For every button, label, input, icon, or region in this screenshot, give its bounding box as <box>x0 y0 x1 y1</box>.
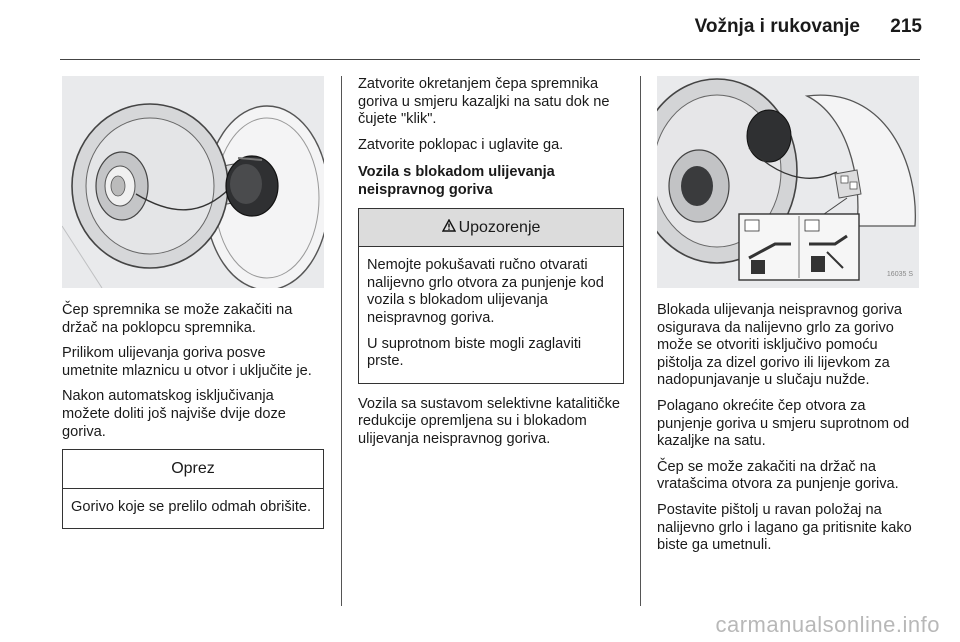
paragraph: Zatvorite poklopac i uglavite ga. <box>358 136 564 153</box>
watermark: carmanualsonline.info <box>715 612 940 637</box>
paragraph: Postavite pištolj u ravan položaj na nalijevno grlo i lagano ga pritisnite kako biste ga umetnuli. <box>657 501 912 554</box>
column-divider-right <box>640 76 641 606</box>
paragraph: Blokada ulijevanja neispravnog goriva osigurava da nalijevno grlo za gorivo može se otvoriti isključivo pomoću pištolja za dizel gorivo ili lijevkom za nadopunjavanje u slučaju nužde. <box>657 302 903 389</box>
warning-title: Upozorenje <box>458 218 541 236</box>
column-1 <box>62 76 324 529</box>
paragraph: Polagano okrećite čep otvora za punjenje goriva u smjeru suprotnom od kazaljke na satu. <box>657 397 910 450</box>
header-rule <box>60 59 920 60</box>
paragraph: Čep spremnika se može zakačiti na držač na poklopcu spremnika. <box>62 302 293 336</box>
warning-text: Nemojte pokušavati ručno otvarati nalijevno grlo otvora za punjenje kod vozila s blokadom ulijevanja neispravnog goriva. <box>367 257 604 326</box>
warning-triangle-icon <box>442 219 456 237</box>
caution-box <box>62 449 324 529</box>
warning-box <box>358 208 624 384</box>
section-title: Vožnja i rukovanje <box>694 16 860 37</box>
warning-text: U suprotnom biste mogli zaglaviti prste. <box>367 335 582 370</box>
paragraph: Prilikom ulijevanja goriva posve umetnite mlaznicu u otvor i uključite je. <box>62 345 312 379</box>
column-2 <box>358 76 624 457</box>
warning-header <box>359 209 623 248</box>
paragraph: Zatvorite okretanjem čepa spremnika goriva u smjeru kazaljki na satu dok ne čujete "klik". <box>358 76 610 128</box>
page-number: 215 <box>890 16 922 37</box>
illustration-code: 16035 S <box>886 271 913 279</box>
caution-text: Gorivo koje se prelilo odmah obrišite. <box>71 498 312 515</box>
subheading: Vozila s blokadom ulijevanja neispravnog goriva <box>358 164 555 198</box>
paragraph: Vozila sa sustavom selektivne katalitičke redukcije opremljena su i blokadom ulijevanja neispravnog goriva. <box>358 395 620 447</box>
paragraph: Nakon automatskog isključivanja možete doliti još najviše dvije doze goriva. <box>62 388 286 440</box>
caution-title: Oprez <box>63 450 323 489</box>
paragraph: Čep se može zakačiti na držač na vratašcima otvora za punjenje goriva. <box>657 458 899 493</box>
misfuel-inhibitor-illustration <box>657 76 919 288</box>
fuel-cap-holder-illustration <box>62 76 324 288</box>
column-divider-left <box>341 76 342 606</box>
column-3 <box>657 76 923 563</box>
